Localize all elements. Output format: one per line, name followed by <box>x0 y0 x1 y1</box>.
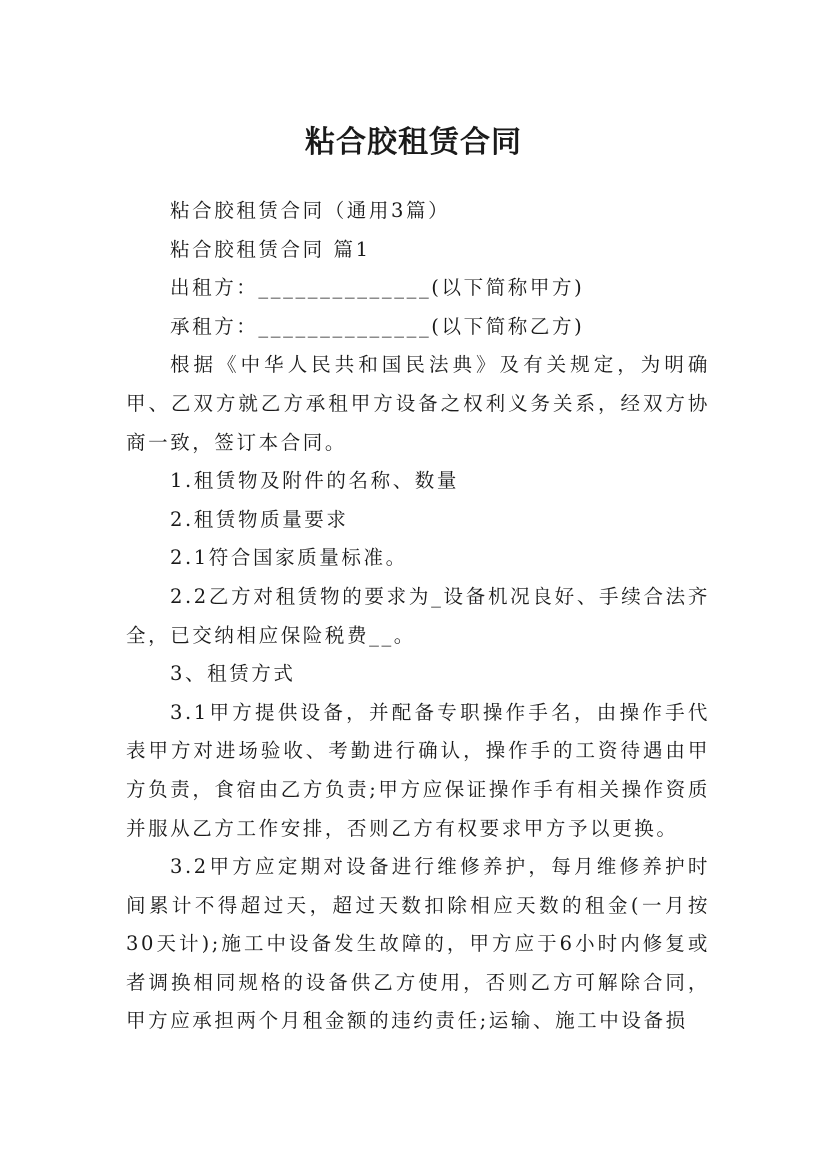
paragraph: 3.2甲方应定期对设备进行维修养护，每月维修养护时间累计不得超过天，超过天数扣除相应天数的租金(一月按30天计);施工中设备发生故障的，甲方应于6小时内修复或者调换相同规格的设备供乙方使用，否则乙方可解除合同，甲方应承担两个月租金额的违约责任;运输、施工中设备损 <box>126 855 710 1033</box>
paragraph: 3、租赁方式 <box>170 662 296 686</box>
paragraph: 2.租赁物质量要求 <box>170 507 349 531</box>
paragraph: 2.2乙方对租赁物的要求为_设备机况良好、手续合法齐全，已交纳相应保险税费__。 <box>126 584 710 647</box>
document-title: 粘合胶租赁合同 <box>305 125 522 161</box>
document-body <box>126 192 710 1041</box>
paragraph: 根据《中华人民共和国民法典》及有关规定，为明确甲、乙双方就乙方承租甲方设备之权利义务关系，经双方协商一致，签订本合同。 <box>126 353 710 454</box>
paragraph: 承租方：______________(以下简称乙方) <box>170 314 585 338</box>
paragraph: 出租方：______________(以下简称甲方) <box>170 276 585 300</box>
paragraph: 3.1甲方提供设备，并配备专职操作手名，由操作手代表甲方对进场验收、考勤进行确认，操作手的工资待遇由甲方负责，食宿由乙方负责;甲方应保证操作手有相关操作资质并服从乙方工作安排，否则乙方有权要求甲方予以更换。 <box>126 700 710 840</box>
paragraph: 1.租赁物及附件的名称、数量 <box>170 469 460 493</box>
paragraph: 粘合胶租赁合同 篇1 <box>170 237 371 261</box>
paragraph: 2.1符合国家质量标准。 <box>170 546 408 570</box>
paragraph: 粘合胶租赁合同（通用3篇） <box>170 199 451 222</box>
